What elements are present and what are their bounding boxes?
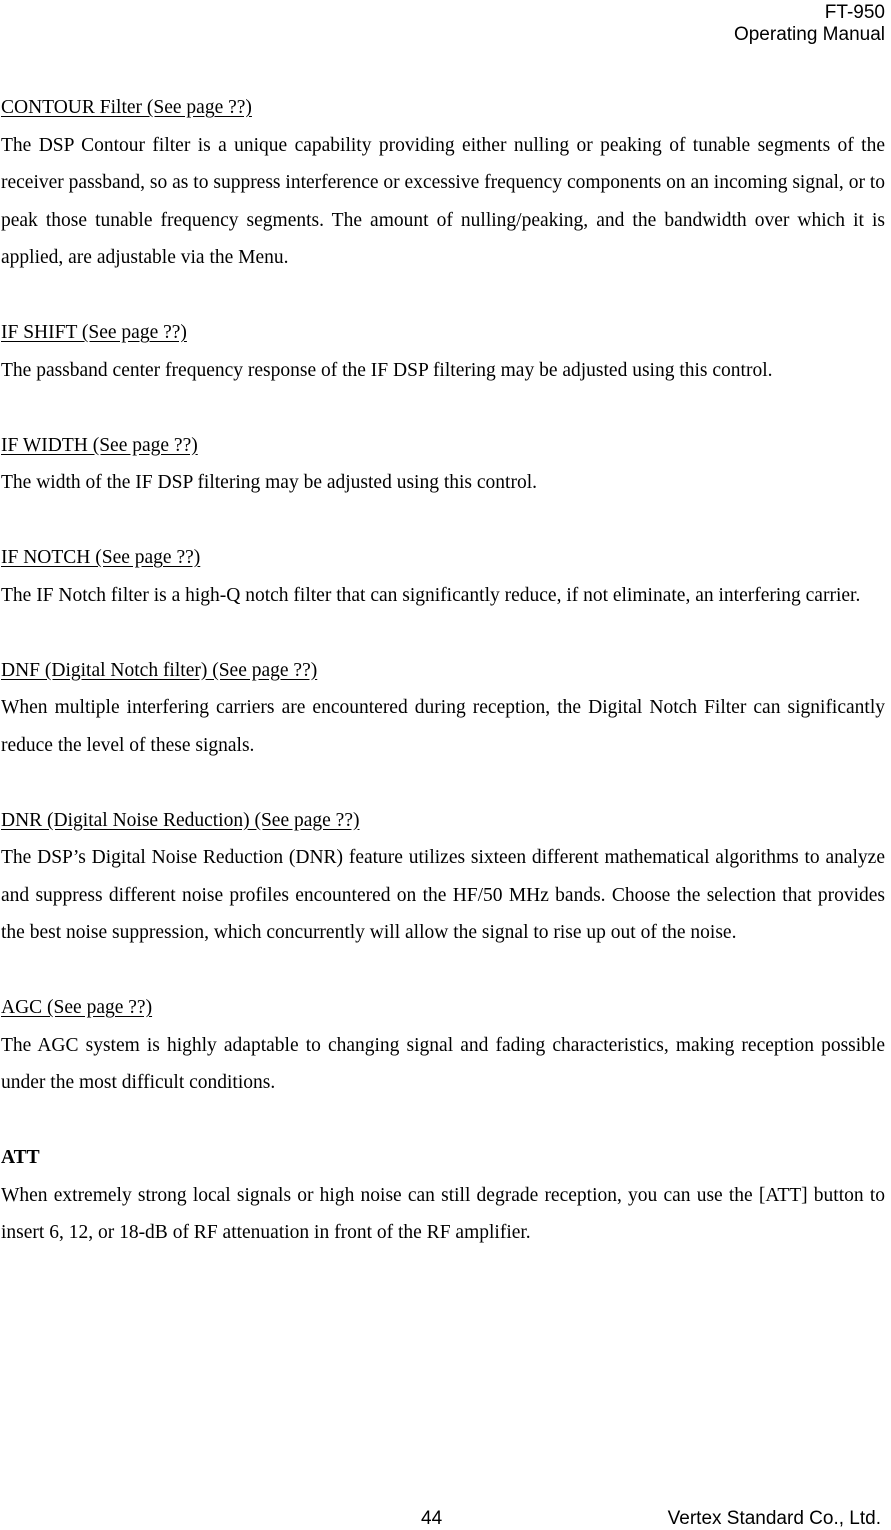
section-text: The passband center frequency response of the IF DSP filtering may be adjusted using this control. <box>1 359 773 381</box>
model-name: FT-950 <box>824 2 885 23</box>
page-number: 44 <box>421 1508 443 1529</box>
section-att <box>1 1139 885 1252</box>
section-heading: ATT <box>1 1147 40 1168</box>
section-if-width <box>1 427 885 502</box>
section-dnr <box>1 802 885 952</box>
section-text: When multiple interfering carriers are encountered during reception, the Digital Notch Filter can significantly reduce the level of these signals. <box>1 697 885 756</box>
section-heading: CONTOUR Filter (See page ??) <box>1 97 252 118</box>
section-dnf <box>1 652 885 765</box>
section-agc <box>1 989 885 1102</box>
section-heading: IF WIDTH (See page ??) <box>1 434 198 456</box>
section-contour-filter <box>1 89 885 277</box>
section-if-shift <box>1 314 885 389</box>
section-heading: IF NOTCH (See page ??) <box>1 547 201 568</box>
section-heading: AGC (See page ??) <box>1 997 153 1018</box>
company-name: Vertex Standard Co., Ltd. <box>667 1508 881 1529</box>
section-heading: DNF (Digital Notch filter) (See page ??) <box>1 659 318 681</box>
section-heading: IF SHIFT (See page ??) <box>1 322 187 343</box>
section-if-notch <box>1 539 885 614</box>
section-text: When extremely strong local signals or high noise can still degrade reception, you can use the [ATT] button to insert 6, 12, or 18-dB of RF attenuation in front of the RF amplifier. <box>1 1184 885 1243</box>
section-text: The width of the IF DSP filtering may be adjusted using this control. <box>1 472 538 493</box>
document-type: Operating Manual <box>733 24 885 45</box>
section-text: The DSP Contour filter is a unique capability providing either nulling or peaking of tunable segments of the receiver passband, so as to suppress interference or excessive frequency components on an incoming signal, or to peak those tunable frequency segments. The amount of nulling/peaking, and the bandwidth over which it is applied, are adjustable via the Menu. <box>1 134 885 268</box>
page-header <box>734 2 885 46</box>
section-text: The DSP’s Digital Noise Reduction (DNR) feature utilizes sixteen different mathematical algorithms to analyze and suppress different noise profiles encountered on the HF/50 MHz bands. Choose the selection that provides the best noise suppression, which concurrently will allow the signal to rise up out of the noise. <box>1 847 885 943</box>
section-heading: DNR (Digital Noise Reduction) (See page ??) <box>1 809 360 831</box>
section-text: The IF Notch filter is a high-Q notch filter that can significantly reduce, if not eliminate, an interfering carrier. <box>1 584 861 606</box>
manual-body <box>1 89 885 1289</box>
section-text: The AGC system is highly adaptable to changing signal and fading characteristics, making reception possible under the most difficult conditions. <box>1 1034 885 1093</box>
